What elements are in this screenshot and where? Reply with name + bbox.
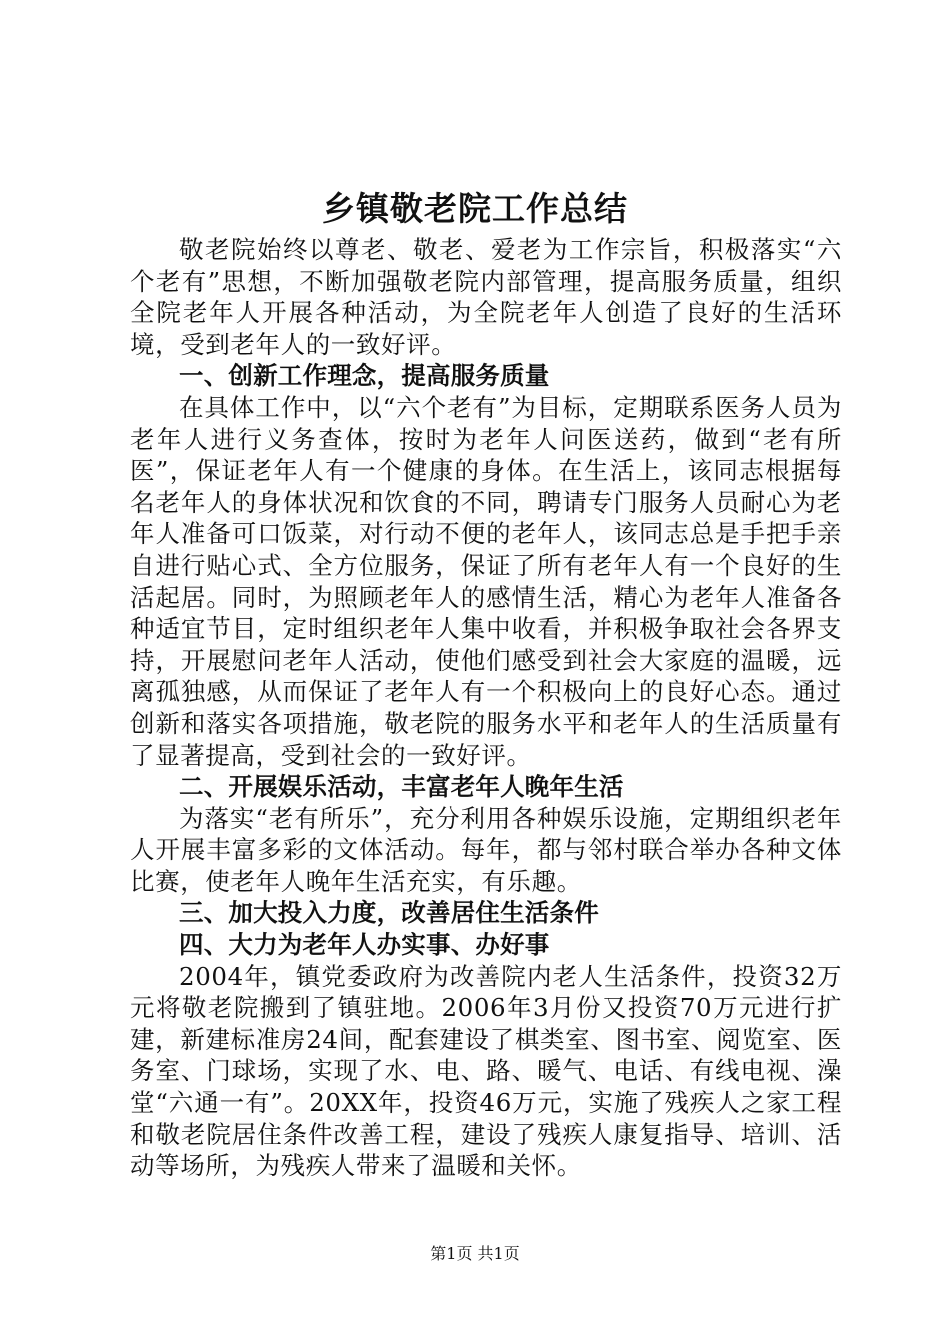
intro-paragraph: 敬老院始终以尊老、敬老、爱老为工作宗旨，积极落实“六个老有”思想，不断加强敬老院内部管理，提高服务质量，组织全院老年人开展各种活动，为全院老年人创造了良好的生活环境，受到老年人的一致好评。 [130, 235, 842, 359]
section-heading-2: 二、开展娱乐活动，丰富老年人晚年生活 [179, 772, 624, 802]
section-heading-3: 三、加大投入力度，改善居住生活条件 [179, 898, 599, 928]
document-title: 乡镇敬老院工作总结 [322, 189, 628, 228]
section-heading-1: 一、创新工作理念，提高服务质量 [179, 361, 550, 391]
section-heading-4: 四、大力为老年人办实事、办好事 [179, 930, 550, 960]
section-paragraph-4: 2004年，镇党委政府为改善院内老人生活条件，投资32万元将敬老院搬到了镇驻地。2006年3月份又投资70万元进行扩建，新建标准房24间，配套建设了棋类室、图书室、阅览室、医务室、门球场，实现了水、电、路、暖气、电话、有线电视、澡堂“六通一有”。20XX年，投资46万元，实施了残疾人之家工程和敬老院居住条件改善工程，建设了残疾人康复指导、培训、活动等场所，为残疾人带来了温暖和关怀。 [130, 961, 842, 1181]
page-number: 第1页 共1页 [430, 1244, 520, 1263]
document-body [130, 234, 842, 1182]
section-paragraph-2: 为落实“老有所乐”，充分利用各种娱乐设施，定期组织老年人开展丰富多彩的文体活动。每年，都与邻村联合举办各种文体比赛，使老年人晚年生活充实，有乐趣。 [130, 803, 842, 896]
section-paragraph-1: 在具体工作中，以“六个老有”为目标，定期联系医务人员为老年人进行义务查体，按时为老年人问医送药，做到“老有所医”，保证老年人有一个健康的身体。在生活上，该同志根据每名老年人的身体状况和饮食的不同，聘请专门服务人员耐心为老年人准备可口饭菜，对行动不便的老年人，该同志总是手把手亲自进行贴心式、全方位服务，保证了所有老年人有一个良好的生活起居。同时，为照顾老年人的感情生活，精心为老年人准备各种适宜节目，定时组织老年人集中收看，并积极争取社会各界支持，开展慰问老年人活动，使他们感受到社会大家庭的温暖，远离孤独感，从而保证了老年人有一个积极向上的良好心态。通过创新和落实各项措施，敬老院的服务水平和老年人的生活质量有了显著提高，受到社会的一致好评。 [130, 392, 842, 770]
